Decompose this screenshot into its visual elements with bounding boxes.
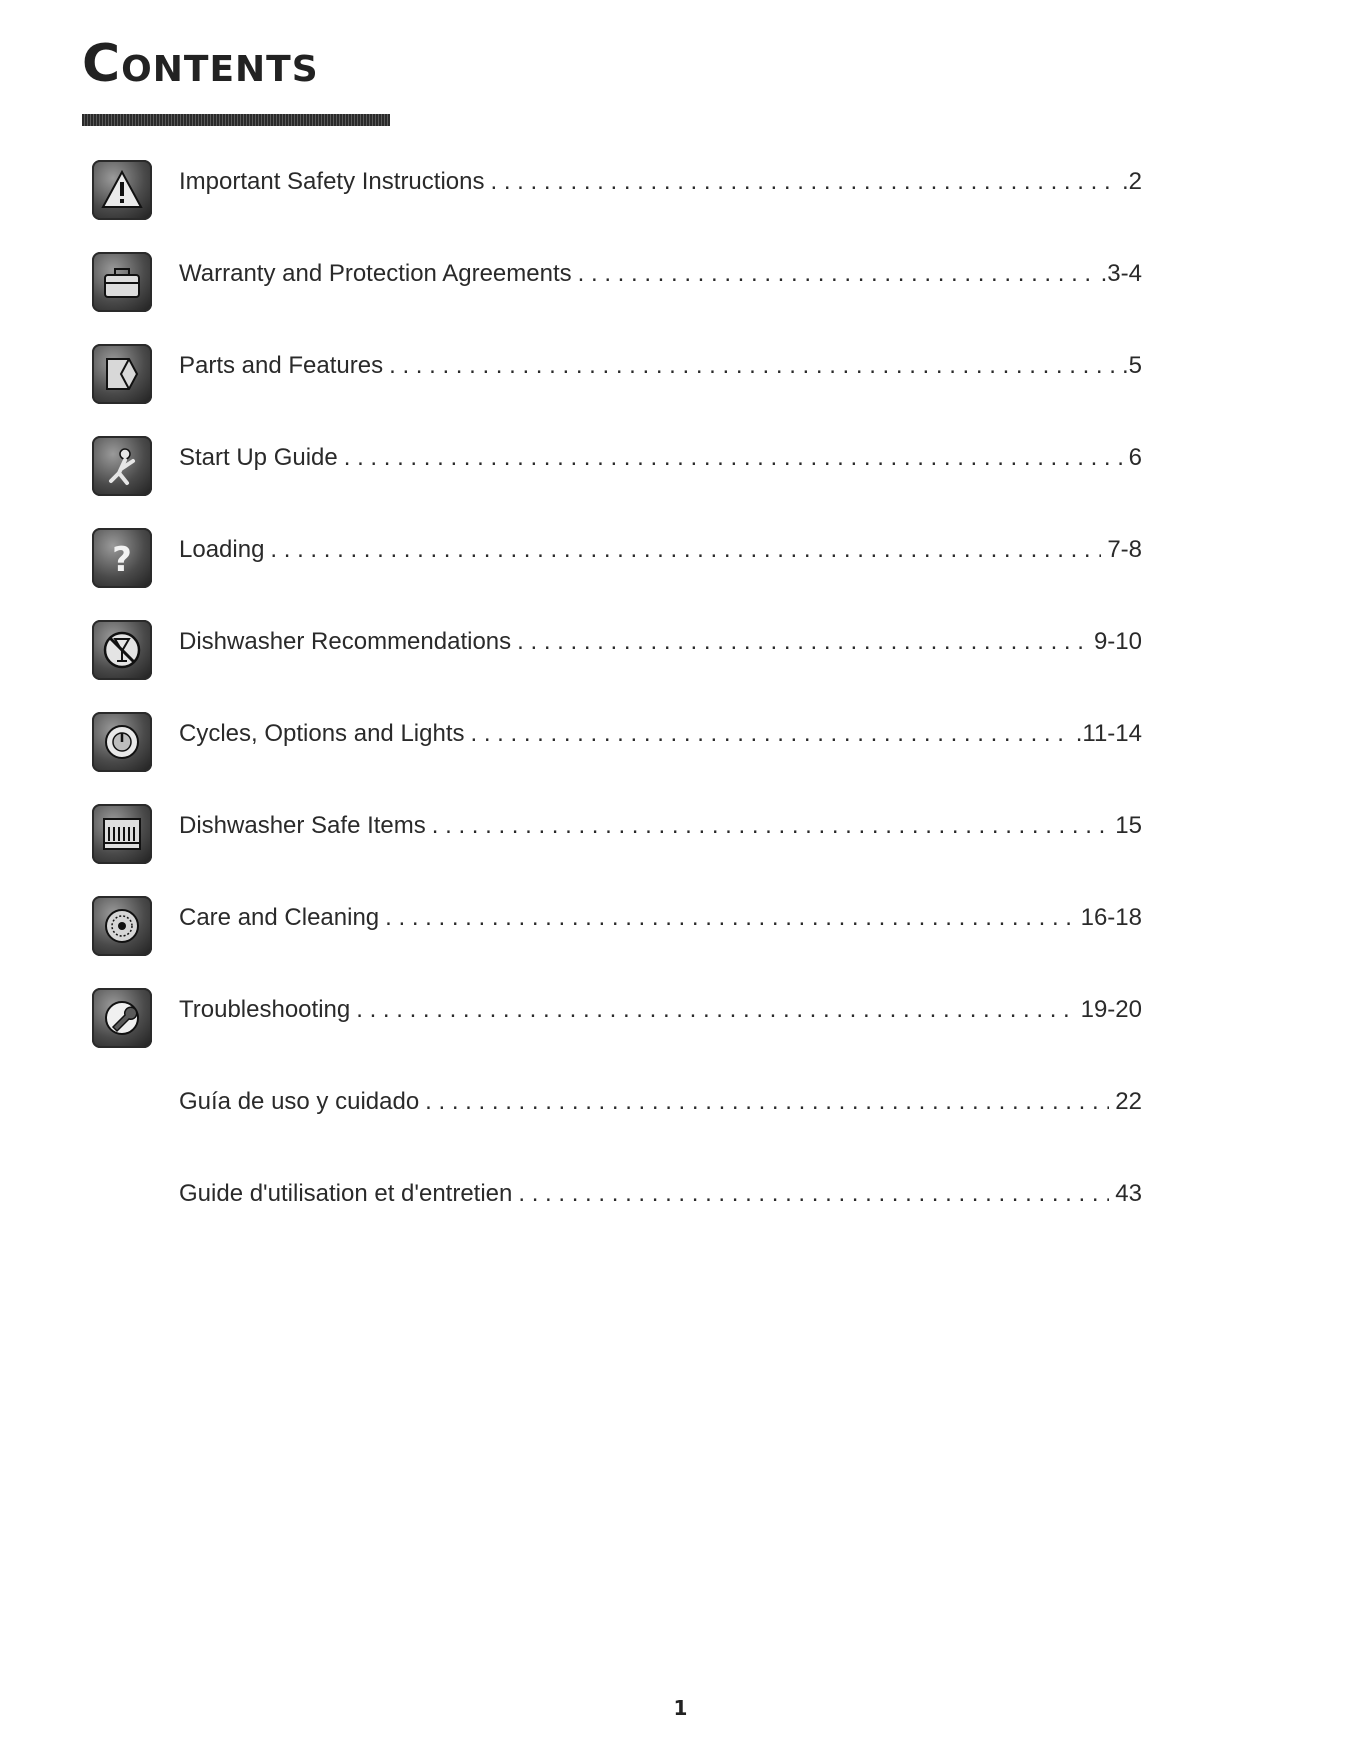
- toc-item-label: Guide d'utilisation et d'entretien: [179, 1180, 513, 1207]
- toc-item-label: Care and Cleaning: [179, 904, 380, 931]
- toc-item-page: 43: [1115, 1180, 1142, 1207]
- title-underline: [82, 114, 390, 126]
- toc-item-page: 6: [1128, 444, 1142, 471]
- toc-item-safe-items[interactable]: [92, 804, 1142, 864]
- warning-icon: [92, 160, 152, 220]
- page-title: Contents: [82, 34, 319, 94]
- toc-leader-dots: [578, 260, 1095, 288]
- toc-item-cycles[interactable]: [92, 712, 1142, 772]
- toc-leader-dots: [385, 904, 1074, 932]
- toc-item-page: .2: [1121, 168, 1142, 195]
- toc-item-page: 9-10: [1093, 628, 1142, 655]
- toc-item-page: 16-18: [1080, 904, 1142, 931]
- toc-item-label: Start Up Guide: [179, 444, 338, 471]
- toc-leader-dots: [270, 536, 1101, 564]
- toc-leader-dots: [490, 168, 1116, 196]
- toc-item-label: Dishwasher Safe Items: [179, 812, 426, 839]
- svg-text:?: ?: [112, 540, 132, 580]
- toc-item-guia-espanol[interactable]: [92, 1080, 1142, 1140]
- toc-item-page: .3-4: [1100, 260, 1142, 287]
- toolbox-icon: [92, 252, 152, 312]
- page-number: 1: [673, 1696, 688, 1720]
- toc-item-label: Loading: [179, 536, 265, 563]
- toc-item-label: Dishwasher Recommendations: [179, 628, 512, 655]
- toc-item-page: 19-20: [1080, 996, 1142, 1023]
- toc-leader-dots: [517, 628, 1088, 656]
- toc-item-page: .11-14: [1075, 720, 1142, 747]
- filter-icon: [92, 896, 152, 956]
- toc-item-label: Important Safety Instructions: [179, 168, 485, 195]
- question-mark-icon: [92, 528, 152, 588]
- toc-item-label: Guía de uso y cuidado: [179, 1088, 420, 1115]
- toc-item-page: 15: [1115, 812, 1142, 839]
- toc-item-label: Cycles, Options and Lights: [179, 720, 465, 747]
- toc-item-label: Parts and Features: [179, 352, 384, 379]
- toc-item-troubleshooting[interactable]: [92, 988, 1142, 1048]
- toc-item-parts[interactable]: [92, 344, 1142, 404]
- toc-item-guide-francais[interactable]: [92, 1172, 1142, 1232]
- toc-item-label: Warranty and Protection Agreements: [179, 260, 572, 287]
- toc-item-safety[interactable]: [92, 160, 1142, 220]
- toc-item-page: 7-8: [1107, 536, 1142, 563]
- wrench-icon: [92, 988, 152, 1048]
- toc-item-page: 22: [1115, 1088, 1142, 1115]
- toc-item-page: .5: [1121, 352, 1142, 379]
- toc-item-warranty[interactable]: [92, 252, 1142, 312]
- dishwasher-door-icon: [92, 344, 152, 404]
- toc-leader-dots: [518, 1180, 1109, 1208]
- toc-leader-dots: [470, 720, 1069, 748]
- pointing-figure-icon: [92, 436, 152, 496]
- toc-leader-dots: [344, 444, 1123, 472]
- control-dial-icon: [92, 712, 152, 772]
- toc-leader-dots: [389, 352, 1116, 380]
- toc-item-loading[interactable]: [92, 528, 1142, 588]
- toc-item-recommendations[interactable]: [92, 620, 1142, 680]
- toc-leader-dots: [432, 812, 1110, 840]
- toc-item-start-up[interactable]: [92, 436, 1142, 496]
- dish-rack-icon: [92, 804, 152, 864]
- toc-leader-dots: [425, 1088, 1109, 1116]
- toc-leader-dots: [356, 996, 1074, 1024]
- toc-item-label: Troubleshooting: [179, 996, 351, 1023]
- no-glass-icon: [92, 620, 152, 680]
- toc-item-care-cleaning[interactable]: [92, 896, 1142, 956]
